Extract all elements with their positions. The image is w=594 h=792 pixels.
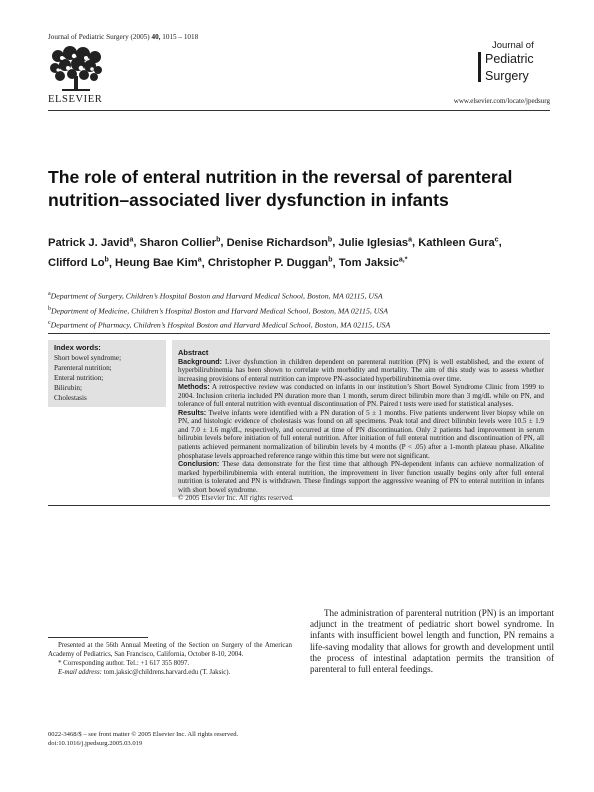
- header-divider: [48, 110, 550, 111]
- affiliation-a: $^a$Department of Surgery, Children’s Hospital Boston and Harvard Medical School, Boston, MA 02115, USA: [48, 291, 383, 301]
- citation-prefix: Journal of Pediatric Surgery (2005): [48, 33, 150, 41]
- citation-pages: 1015 – 1018: [162, 33, 199, 41]
- abstract-background: Background: Liver dysfunction in children dependent on parenteral nutrition (PN) is well established, and the extent of hyperbilirubinemia has been shown to correlate with morbidity and mortality. The aim of this study was to assess whether increasing provisions of enteral nutrition can improve PN-associated hyperbilirubinemia over time.: [178, 357, 544, 383]
- journal-logo-line1: Journal of: [492, 40, 534, 51]
- journal-url[interactable]: www.elsevier.com/locate/jpedsurg: [453, 97, 550, 105]
- keyword: Short bowel syndrome;: [54, 354, 122, 362]
- elsevier-tree-logo-icon: [48, 46, 104, 92]
- journal-logo-line2: Pediatric: [485, 52, 534, 66]
- keyword: Parenteral nutrition;: [54, 364, 112, 372]
- keyword: Cholestasis: [54, 394, 87, 402]
- footnote-presented: Presented at the 56th Annual Meeting of the Section on Surgery of the American Academy of Pediatrics, San Francisco, California, October 8-10, 2004.: [48, 642, 292, 658]
- author-5: Kathleen Gura$^c$: [418, 236, 499, 249]
- author-6: Clifford Lo$^b$: [48, 256, 109, 270]
- email-link[interactable]: tom.jaksic@childrens.harvard.edu (T. Jaksic).: [103, 669, 231, 676]
- author-8: Christopher P. Duggan$^b$: [207, 256, 333, 270]
- abstract-divider: [48, 505, 550, 506]
- author-7: Heung Bae Kim$^a$: [115, 256, 202, 270]
- affiliations: [48, 288, 390, 332]
- index-words-title: Index words:: [54, 343, 101, 352]
- affiliation-divider: [48, 333, 550, 334]
- author-4: Julie Iglesias$^a$: [338, 236, 412, 249]
- affiliation-c: $^c$Department of Pharmacy, Children’s Hospital Boston and Harvard Medical School, Boston, MA 02115, USA: [48, 320, 391, 330]
- index-words-box: [48, 340, 166, 407]
- front-matter: [48, 730, 238, 748]
- footnotes: [48, 641, 292, 677]
- publisher-name: ELSEVIER: [48, 94, 103, 105]
- abstract-results: Results: Twelve infants were identified with a PN duration of 5 ± 1 months. Five patients underwent liver biopsy while on PN, and histologic evidence of cholestasis was found on all specimens. Peak total and direct bilirubin levels were 10.5 ± 1.9 and 7.0 ± 1.6 mg/dL, respectively, and occurred at time of PN discontinuation. Only 2 patients had improvement in serum bilirubin levels before initiation of full enteral nutrition. After initiation of full enteral nutrition and discontinuation of PN, all patients achieved permanent normalization of bilirubin levels by 4 months (P < .05) after a 1-month plateau phase. Alkaline phosphatase levels approached reference range within this time but were not significant.: [178, 408, 544, 460]
- body-paragraph: The administration of parenteral nutrition (PN) is an important adjunct in the treatment of pediatric short bowel syndrome. In infants with insufficient bowel length and function, PN remains a life-saving modality that allows for growth and development until the process of intestinal adaptation permits the transition of parenteral to full enteral feedings.: [310, 608, 554, 675]
- abstract-heading: Abstract: [178, 348, 209, 357]
- journal-logo: [478, 38, 550, 90]
- citation-volume: 40,: [151, 33, 161, 41]
- journal-logo-bar: [478, 52, 481, 82]
- article-title: The role of enteral nutrition in the reversal of parenteral nutrition–associated liver dysfunction in infants: [48, 167, 513, 210]
- keyword: Enteral nutrition;: [54, 374, 104, 382]
- journal-citation: [48, 33, 198, 41]
- abstract: [178, 349, 544, 503]
- doi-line[interactable]: doi:10.1016/j.jpedsurg.2005.03.019: [48, 740, 143, 747]
- abstract-box: [172, 340, 550, 503]
- journal-logo-line3: Surgery: [485, 69, 529, 83]
- abstract-conclusion: Conclusion: These data demonstrate for the first time that although PN-dependent infants can achieve normalization of marked hyperbilirubinemia with enteral nutrition, the improvement in liver function usually begins only after full enteral nutrition is tolerated and PN is withdrawn. These findings support the aggressive weaning of PN to enteral nutrition in infants with short bowel syndrome.: [178, 460, 545, 494]
- footnote-corresponding: * Corresponding author. Tel.: +1 617 355 8097.: [58, 660, 190, 667]
- footnote-divider: [48, 637, 148, 638]
- author-3: Denise Richardson$^b$: [226, 236, 333, 249]
- keyword: Bilirubin;: [54, 384, 82, 392]
- footnote-email: E-mail address: tom.jaksic@childrens.harvard.edu (T. Jaksic).: [58, 669, 231, 676]
- author-9: Tom Jaksic$^{a,*}$: [338, 256, 408, 270]
- author-2: Sharon Collier$^b$: [139, 236, 221, 249]
- index-words-list: [54, 353, 121, 403]
- affiliation-b: $^b$Department of Medicine, Children’s Hospital Boston and Harvard Medical School, Boston, MA 02115, USA: [48, 305, 389, 316]
- abstract-methods: Methods: A retrospective review was conducted on infants in our institution’s Short Bowel Syndrome Clinic from 1999 to 2004. Inclusion criteria included PN duration more than 1 month, serum direct bilirubin more than 3 mg/dL while on PN, and tolerance of full enteral nutrition with eventual discontinuation of PN. Paired t tests were used for statistical analyses.: [178, 383, 544, 409]
- abstract-copyright: © 2005 Elsevier Inc. All rights reserved.: [178, 494, 294, 503]
- issn-line: 0022-3468/$ – see front matter © 2005 Elsevier Inc. All rights reserved.: [48, 731, 239, 738]
- author-list: Patrick J. Javid$^a$, Sharon Collier$^b$, Denise Richardson$^b$, Julie Iglesias$^a$, Kathleen Gura$^c$, Clifford Lo$^b$, Heung Bae Kim$^a$, Christopher P. Duggan$^b$, Tom Jaksic$^{a,*}$: [48, 236, 502, 270]
- author-1: Patrick J. Javid$^a$: [48, 236, 134, 249]
